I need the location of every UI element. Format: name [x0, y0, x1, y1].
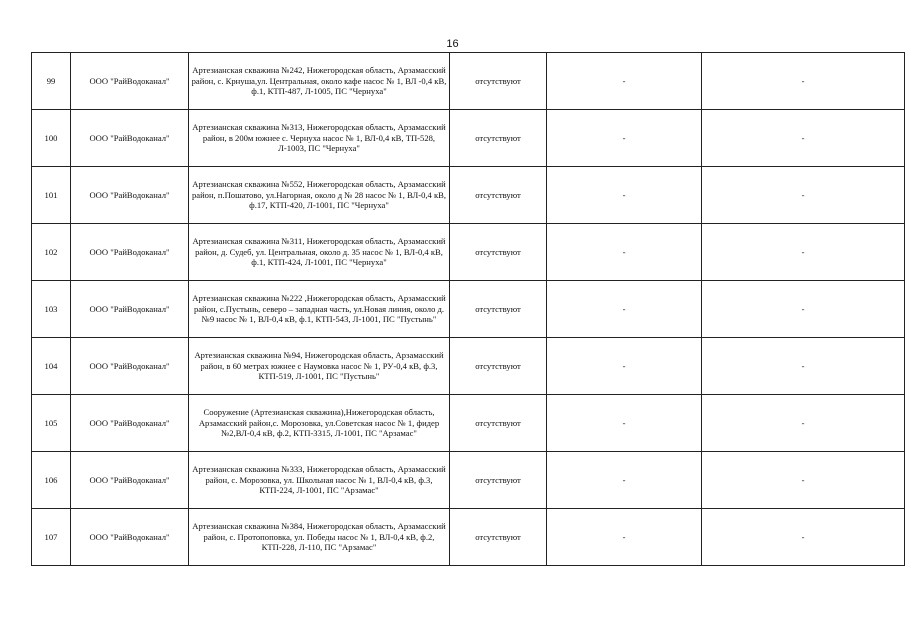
registry-table-body	[32, 53, 905, 566]
object-description-cell: Артезианская скважина №311, Нижегородская область, Арзамасский район, д. Судеб, ул. Центральная, около д. 35 насос № 1, ВЛ-0,4 кВ, ф.1, КТП-424, Л-1001, ПС "Чернуха"	[189, 224, 450, 281]
row-number-cell: 103	[32, 281, 71, 338]
table-row	[32, 395, 905, 452]
object-description-cell: Сооружение (Артезианская скважина),Нижегородская область, Арзамасский район,с. Морозовка, ул.Советская насос № 1, фидер №2,ВЛ-0,4 кВ, ф.2, КТП-3315, Л-1001, ПС "Арзамас"	[189, 395, 450, 452]
organization-cell: ООО "РайВодоканал"	[71, 338, 189, 395]
organization-cell: ООО "РайВодоканал"	[71, 395, 189, 452]
value-cell-a: -	[547, 167, 702, 224]
value-cell-a: -	[547, 281, 702, 338]
value-cell-a: -	[547, 509, 702, 566]
consumers-cell: отсутствуют	[450, 395, 547, 452]
object-description-cell: Артезианская скважина №333, Нижегородская область, Арзамасский район, с. Морозовка, ул. Школьная насос № 1, ВЛ-0,4 кВ, ф.3, КТП-224, Л-1001, ПС "Арзамас"	[189, 452, 450, 509]
value-cell-a: -	[547, 110, 702, 167]
organization-cell: ООО "РайВодоканал"	[71, 452, 189, 509]
table-row	[32, 224, 905, 281]
table-row	[32, 167, 905, 224]
object-description-cell: Артезианская скважина №222 ,Нижегородская область, Арзамасский район, с.Пустынь, северо – западная часть, ул.Новая линия, около д.№9 насос № 1, ВЛ-0,4 кВ, ф.1, КТП-543, Л-1001, ПС "Пустынь"	[189, 281, 450, 338]
row-number-cell: 104	[32, 338, 71, 395]
value-cell-b: -	[702, 53, 905, 110]
consumers-cell: отсутствуют	[450, 509, 547, 566]
row-number-cell: 105	[32, 395, 71, 452]
organization-cell: ООО "РайВодоканал"	[71, 509, 189, 566]
value-cell-b: -	[702, 110, 905, 167]
value-cell-a: -	[547, 338, 702, 395]
object-description-cell: Артезианская скважина №552, Нижегородская область, Арзамасский район, п.Пошатово, ул.Нагорная, около д № 28 насос № 1, ВЛ-0,4 кВ, ф.17, КТП-420, Л-1001, ПС "Чернуха"	[189, 167, 450, 224]
organization-cell: ООО "РайВодоканал"	[71, 167, 189, 224]
value-cell-b: -	[702, 224, 905, 281]
page-number: 16	[446, 38, 459, 50]
object-description-cell: Артезианская скважина №242, Нижегородская область, Арзамасский район, с. Крнуша,ул. Центральная, около кафе насос № 1, ВЛ -0,4 кВ, ф.1, КТП-487, Л-1005, ПС "Чернуха"	[189, 53, 450, 110]
row-number-cell: 99	[32, 53, 71, 110]
table-row	[32, 338, 905, 395]
value-cell-b: -	[702, 338, 905, 395]
row-number-cell: 100	[32, 110, 71, 167]
value-cell-a: -	[547, 224, 702, 281]
organization-cell: ООО "РайВодоканал"	[71, 281, 189, 338]
consumers-cell: отсутствуют	[450, 110, 547, 167]
registry-table	[31, 52, 905, 566]
value-cell-a: -	[547, 395, 702, 452]
object-description-cell: Артезианская скважина №94, Нижегородская область, Арзамасский район, в 60 метрах южнее с Наумовка насос № 1, РУ-0,4 кВ, ф.3, КТП-519, Л-1001, ПС "Пустынь"	[189, 338, 450, 395]
consumers-cell: отсутствуют	[450, 338, 547, 395]
row-number-cell: 102	[32, 224, 71, 281]
object-description-cell: Артезианская скважина №313, Нижегородская область, Арзамасский район, в 200м южнее с. Чернуха насос № 1, ВЛ-0,4 кВ, ТП-528, Л-1003, ПС "Чернуха"	[189, 110, 450, 167]
table-row	[32, 110, 905, 167]
value-cell-b: -	[702, 167, 905, 224]
consumers-cell: отсутствуют	[450, 167, 547, 224]
row-number-cell: 106	[32, 452, 71, 509]
row-number-cell: 107	[32, 509, 71, 566]
table-row	[32, 452, 905, 509]
consumers-cell: отсутствуют	[450, 452, 547, 509]
value-cell-a: -	[547, 452, 702, 509]
value-cell-b: -	[702, 395, 905, 452]
value-cell-b: -	[702, 509, 905, 566]
table-row	[32, 53, 905, 110]
table-row	[32, 281, 905, 338]
table-row	[32, 509, 905, 566]
row-number-cell: 101	[32, 167, 71, 224]
consumers-cell: отсутствуют	[450, 281, 547, 338]
organization-cell: ООО "РайВодоканал"	[71, 224, 189, 281]
consumers-cell: отсутствуют	[450, 53, 547, 110]
consumers-cell: отсутствуют	[450, 224, 547, 281]
value-cell-a: -	[547, 53, 702, 110]
organization-cell: ООО "РайВодоканал"	[71, 53, 189, 110]
object-description-cell: Артезианская скважина №384, Нижегородская область, Арзамасский район, с. Протопоповка, ул. Победы насос № 1, ВЛ-0,4 кВ, ф.2, КТП-228, Л-110, ПС "Арзамас"	[189, 509, 450, 566]
value-cell-b: -	[702, 452, 905, 509]
organization-cell: ООО "РайВодоканал"	[71, 110, 189, 167]
value-cell-b: -	[702, 281, 905, 338]
